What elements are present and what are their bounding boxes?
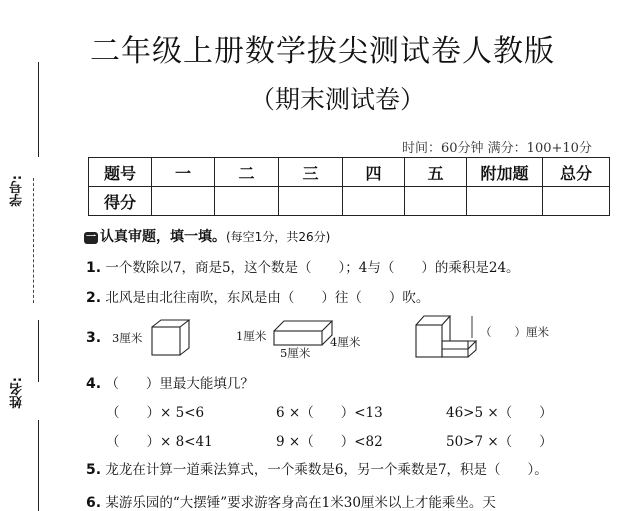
q4-item: 46>5 ×（ ） (446, 405, 553, 421)
question-number: 1. (86, 260, 102, 276)
score-header-cell: 二 (215, 158, 279, 187)
exam-info: 时间：60分钟 满分：100+10分 (402, 141, 592, 156)
score-header-cell: 三 (279, 158, 343, 187)
question-number: 6. (86, 495, 102, 511)
section-title: 认真审题，填一填。 (100, 229, 226, 245)
score-header-cell: 附加题 (467, 158, 543, 187)
cuboid-figure (272, 318, 334, 348)
score-cell (343, 187, 405, 216)
score-header-cell: 四 (343, 158, 405, 187)
box-length-label: 5厘米 (280, 346, 311, 360)
q4-item: （ ）× 5<6 (106, 405, 205, 421)
score-header-cell: 题号 (89, 158, 152, 187)
question-3 (86, 330, 101, 346)
q4-item: 9 ×（ ）<82 (276, 434, 383, 450)
score-row-label: 得分 (89, 187, 152, 216)
margin-line (38, 320, 39, 382)
question-number: 4. (86, 376, 102, 392)
question-text: 一个数除以7，商是5，这个数是（ ）；4与（ ）的乘积是24。 (105, 260, 520, 276)
question-text: 某游乐园的“大摆锤”要求游客身高在1米30厘米以上才能乘坐。天 (105, 495, 496, 511)
section-note: (每空1分，共26分) (226, 230, 331, 244)
question-number: 2. (86, 290, 102, 306)
score-header-cell: 一 (152, 158, 215, 187)
score-table-header-row (89, 158, 610, 187)
box-height-label: 1厘米 (236, 329, 267, 343)
question-2 (86, 286, 429, 306)
question-text: 龙龙在计算一道乘法算式，一个乘数是6，另一个乘数是7，积是（ ）。 (105, 462, 548, 478)
score-table-score-row (89, 187, 610, 216)
page-title: 二年级上册数学拔尖测试卷人教版 (90, 34, 555, 69)
q4-item: 50>7 ×（ ） (446, 434, 553, 450)
box-depth-label: 4厘米 (330, 335, 361, 349)
score-header-cell: 五 (405, 158, 467, 187)
score-cell (215, 187, 279, 216)
score-header-cell: 总分 (543, 158, 610, 187)
question-text: （ ）里最大能填几？ (105, 376, 254, 392)
stacked-cubes-figure (414, 312, 482, 360)
score-cell (543, 187, 610, 216)
q4-item: 6 ×（ ）<13 (276, 405, 383, 421)
score-table (88, 157, 610, 216)
student-name-label: 姓名: (10, 377, 25, 409)
student-number-label: 学号: (10, 175, 25, 207)
score-cell (405, 187, 467, 216)
margin-cut-line (33, 178, 34, 303)
q4-item: （ ）× 8<41 (106, 434, 213, 450)
question-number: 5. (86, 462, 102, 478)
section-number-badge: 一 (86, 232, 96, 243)
section-heading (84, 226, 330, 246)
score-cell (279, 187, 343, 216)
score-cell (152, 187, 215, 216)
question-6 (86, 491, 496, 511)
cube-edge-label: 3厘米 (112, 331, 143, 345)
question-4 (86, 372, 254, 392)
question-number: 3. (86, 330, 102, 346)
question-1 (86, 256, 520, 276)
question-5 (86, 458, 548, 478)
margin-line (38, 420, 39, 511)
question-text: 北风是由北往南吹，东风是由（ ）往（ ）吹。 (105, 290, 430, 306)
answer-blank-label: （ ）厘米 (480, 325, 549, 339)
margin-line (38, 62, 39, 157)
cube-figure (150, 318, 194, 358)
page-subtitle: （期末测试卷） (250, 85, 426, 114)
score-cell (467, 187, 543, 216)
